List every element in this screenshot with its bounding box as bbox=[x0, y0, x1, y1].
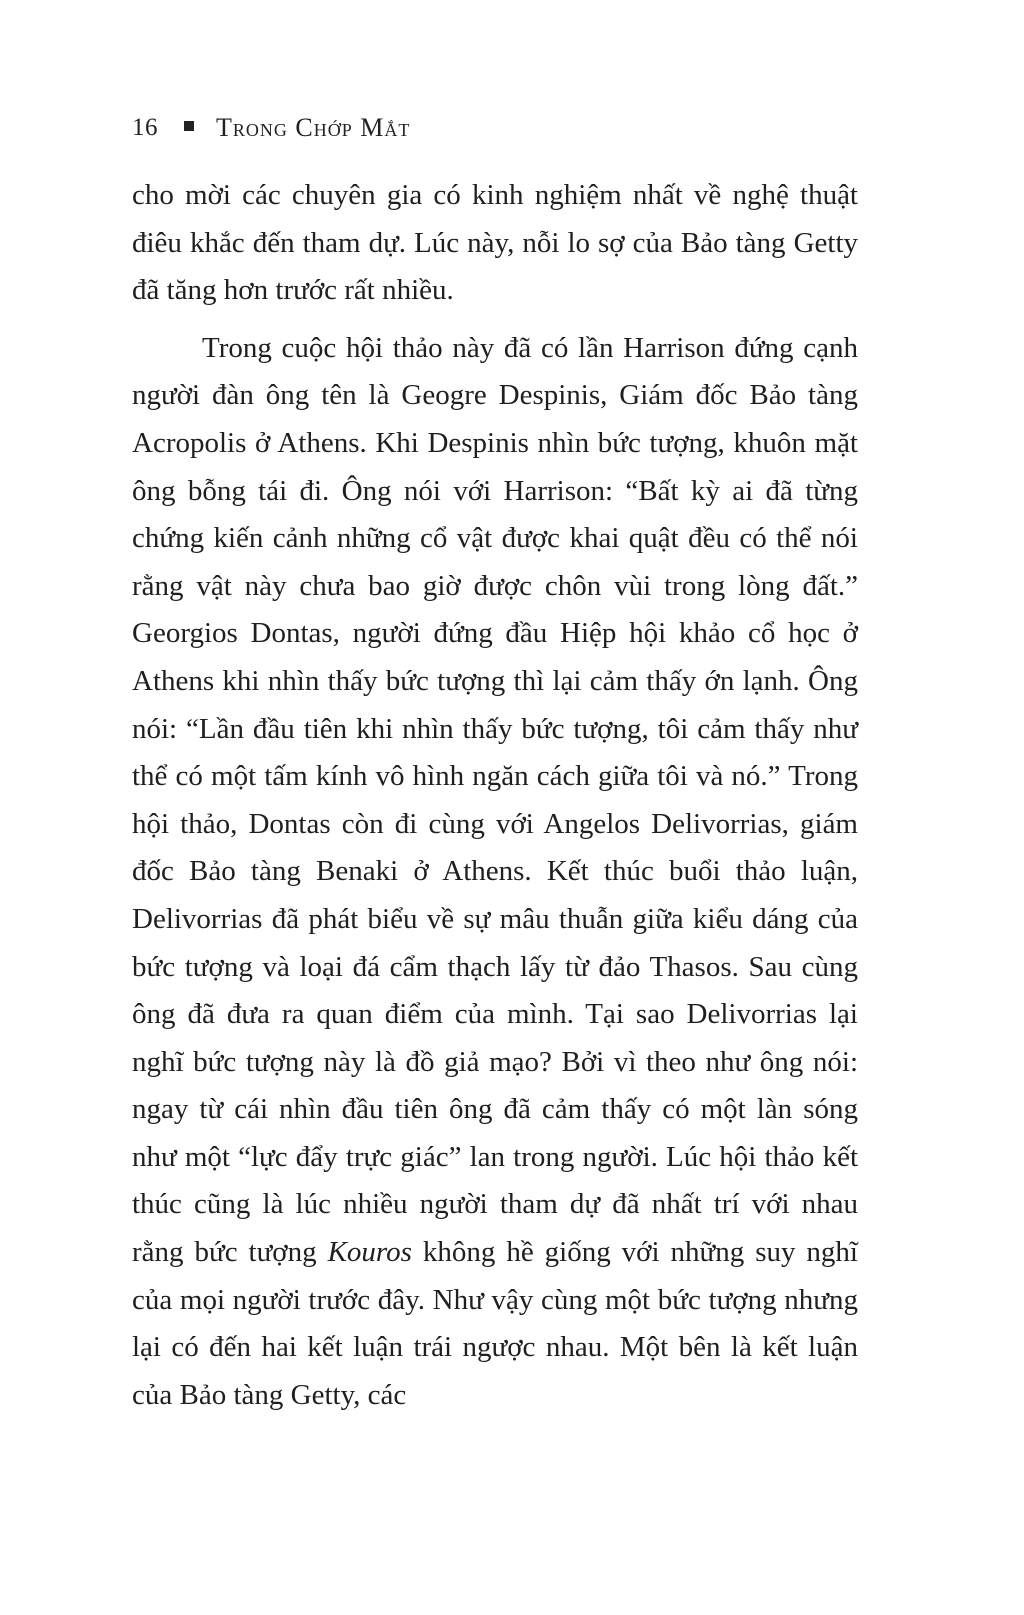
paragraph-text-start: Trong cuộc hội thảo này đã có lần Harrison đứng cạnh người đàn ông tên là Geogre Despinis, Giám đốc Bảo tàng Acropolis ở Athens. Khi Despinis nhìn bức tượng, khuôn mặt ông bỗng tái đi. Ông nói với Harrison: “Bất kỳ ai đã từng chứng kiến cảnh những cổ vật được khai quật đều có thể nói rằng vật này chưa bao giờ được chôn vùi trong lòng đất.” Georgios Dontas, người đứng đầu Hiệp hội khảo cổ học ở Athens khi nhìn thấy bức tượng thì lại cảm thấy ớn lạnh. Ông nói: “Lần đầu tiên khi nhìn thấy bức tượng, tôi cảm thấy như thể có một tấm kính vô hình ngăn cách giữa tôi và nó.” Trong hội thảo, Dontas còn đi cùng với Angelos Delivorrias, giám đốc Bảo tàng Benaki ở Athens. Kết thúc buổi thảo luận, Delivorrias đã phát biểu về sự mâu thuẫn giữa kiểu dáng của bức tượng và loại đá cẩm thạch lấy từ đảo Thasos. Sau cùng ông đã đưa ra quan điểm của mình. Tại sao Delivorrias lại nghĩ bức tượng này là đồ giả mạo? Bởi vì theo như ông nói: ngay từ cái nhìn đầu tiên ông đã cảm thấy có một làn sóng như một “lực đẩy trực giác” lan trong người. Lúc hội thảo kết thúc cũng là lúc nhiều người tham dự đã nhất trí với nhau rằng bức tượng bbox=[132, 331, 858, 1269]
square-bullet-icon bbox=[184, 121, 194, 131]
paragraph-continued: cho mời các chuyên gia có kinh nghiệm nhất về nghệ thuật điêu khắc đến tham dự. Lúc này, nỗi lo sợ của Bảo tàng Getty đã tăng hơn trước rất nhiều. bbox=[132, 179, 858, 307]
paragraph-text-end: không hề giống với những suy nghĩ của mọi người trước đây. Như vậy cùng một bức tượng nhưng lại có đến hai kết luận trái ngược nhau. Một bên là kết luận của Bảo tàng Getty, các bbox=[132, 1236, 858, 1411]
italic-title: Kouros bbox=[327, 1236, 412, 1269]
running-header bbox=[132, 108, 858, 148]
page-number: 16 bbox=[132, 114, 158, 141]
book-page bbox=[132, 108, 858, 1419]
body-text bbox=[132, 172, 858, 1419]
paragraph bbox=[132, 325, 858, 1420]
book-title: Trong Chớp Mắt bbox=[216, 113, 411, 142]
